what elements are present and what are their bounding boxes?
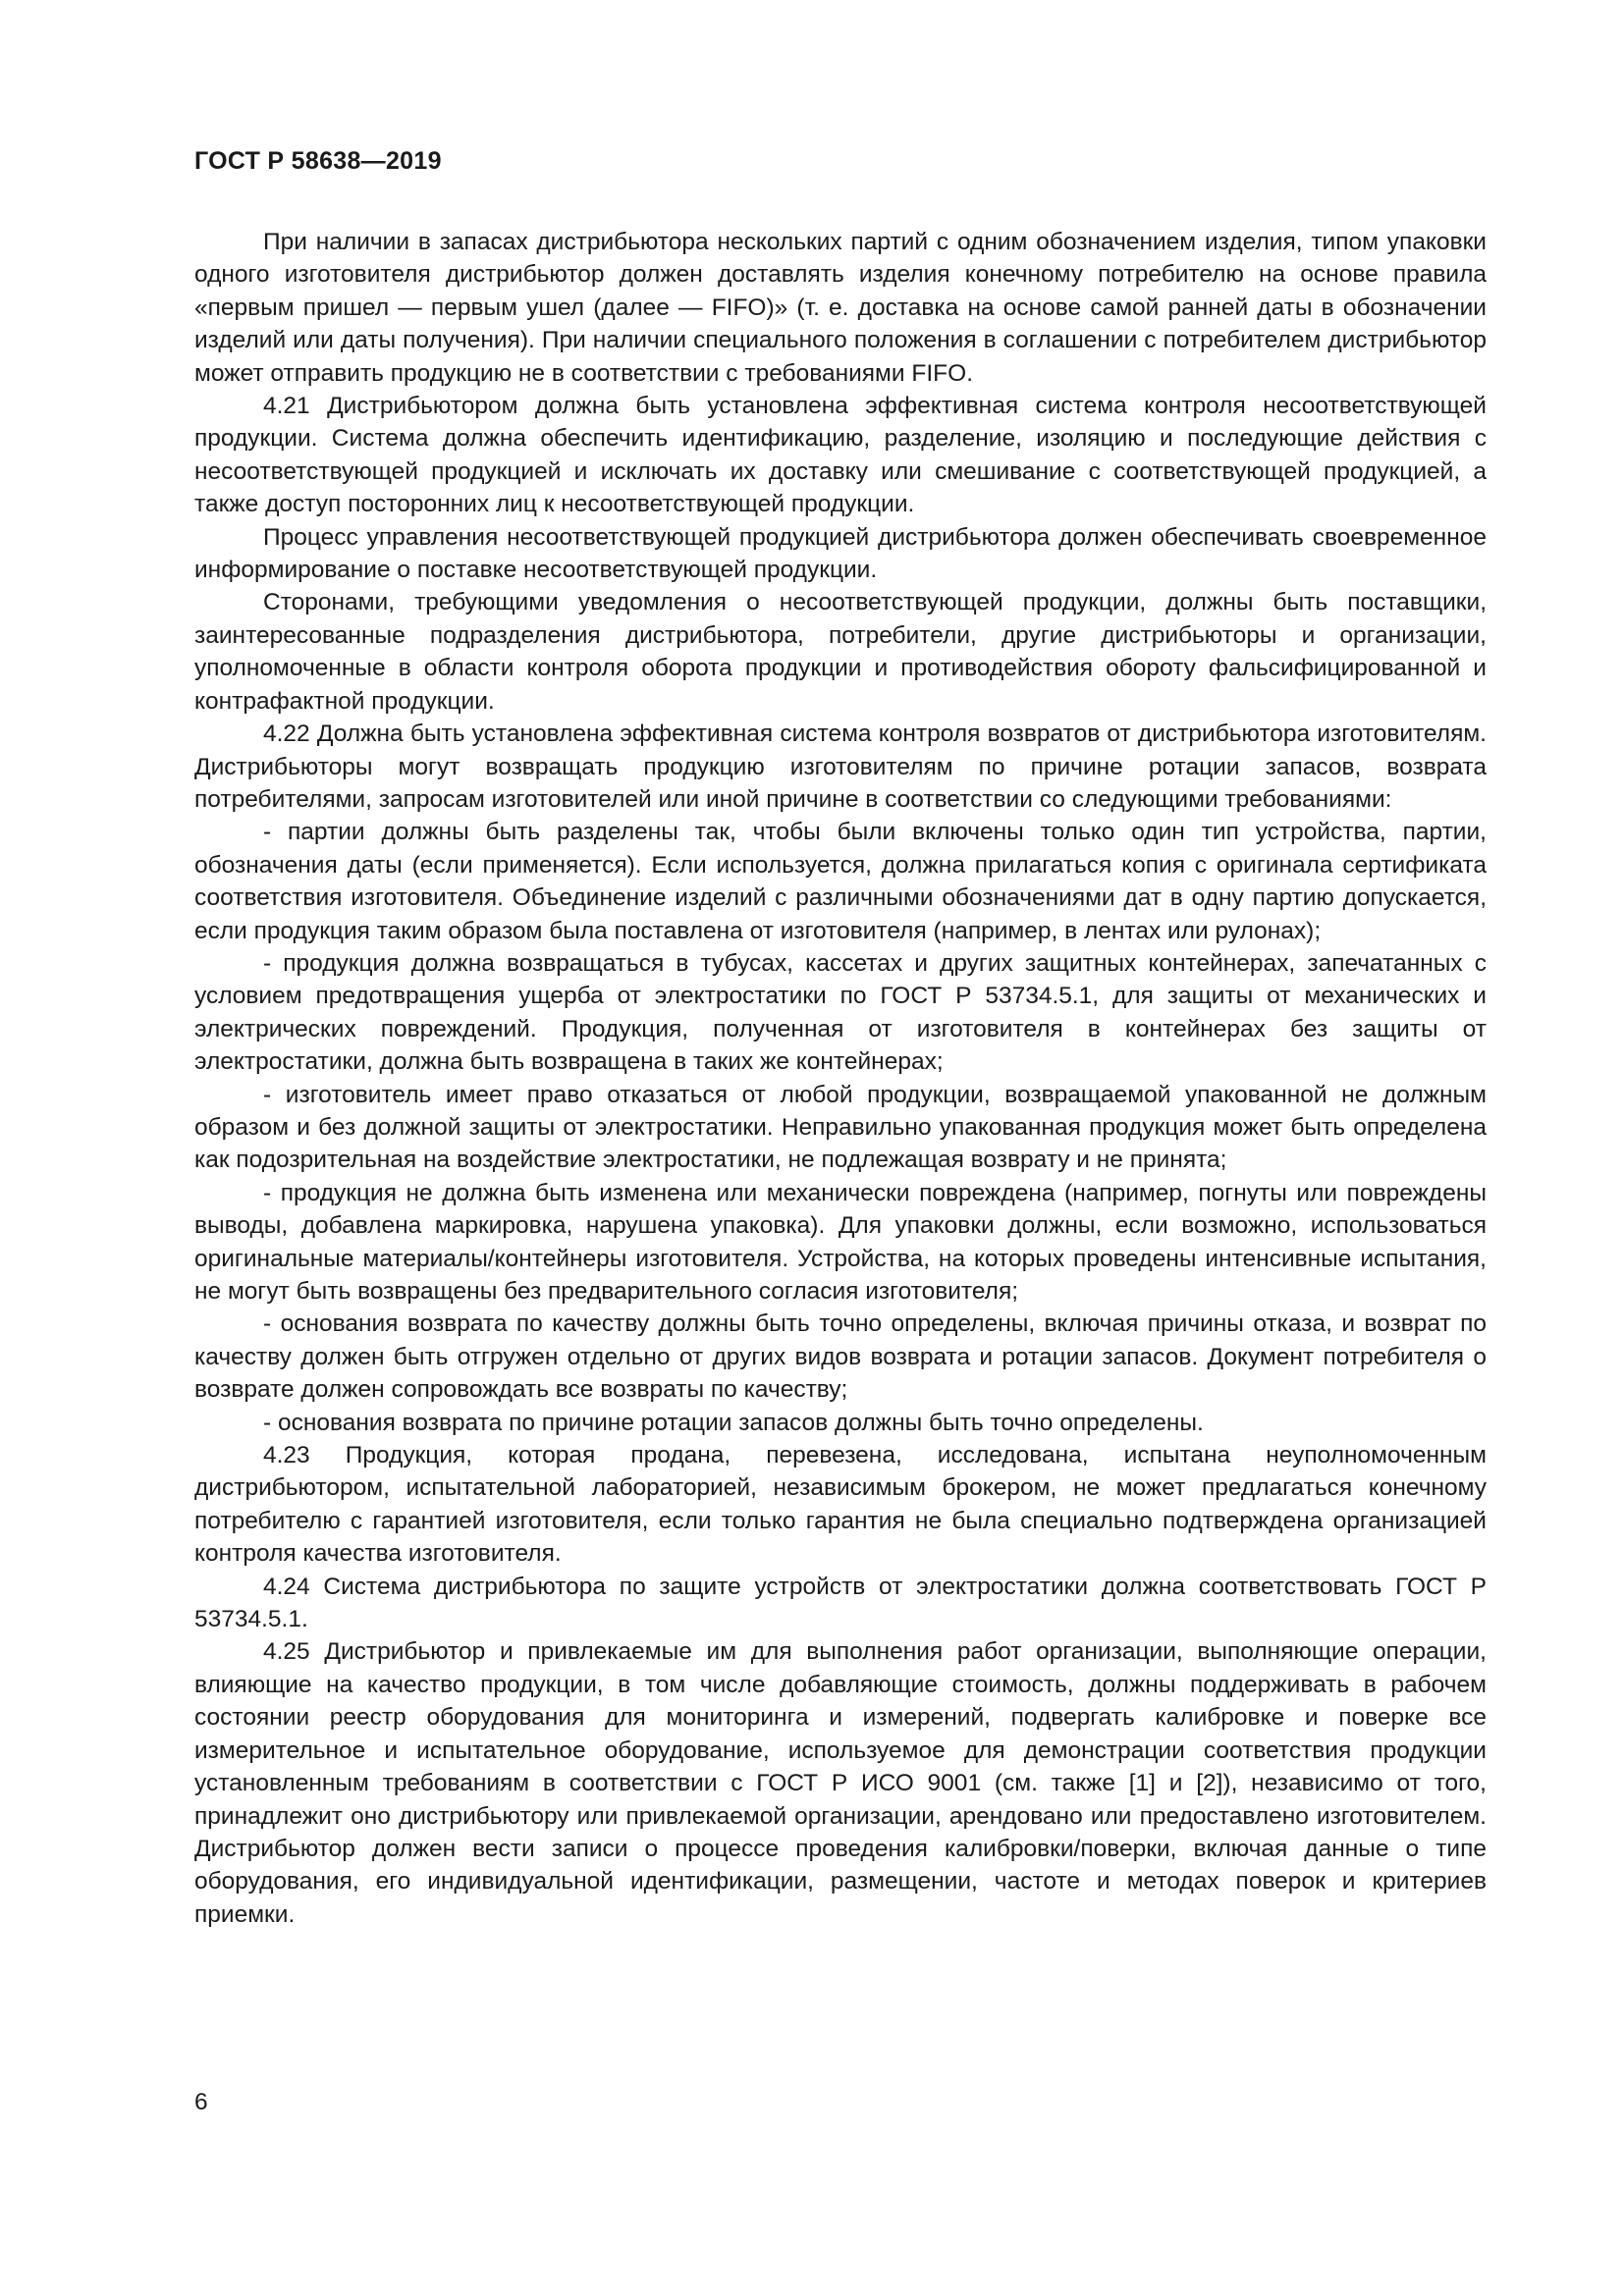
list-item: - продукция не должна быть изменена или механически повреждена (например, погнуты или повреждены выводы, добавлена маркировка, нарушена упаковка). Для упаковки должны, если возможно, использоваться оригинальные материалы/контейнеры изготовителя. Устройства, на которых проведены интенсивные испытания, не могут быть возвращены без предварительного согласия изготовителя; — [194, 1179, 1487, 1305]
paragraph: 4.24 Система дистрибьютора по защите устройств от электростатики должна соответствовать ГОСТ Р 53734.5.1. — [194, 1573, 1487, 1633]
paragraph: 4.21 Дистрибьютором должна быть установлена эффективная система контроля несоответствующей продукции. Система должна обеспечить идентификацию, разделение, изоляцию и последующие действия с несоответствующей продукцией и исключать их доставку или смешивание с соответствующей продукцией, а также доступ посторонних лиц к несоответствующей продукции. — [194, 393, 1487, 518]
document-body — [194, 226, 1487, 1931]
paragraph: Процесс управления несоответствующей продукцией дистрибьютора должен обеспечивать своевременное информирование о поставке несоответствующей продукции. — [194, 523, 1487, 584]
paragraph: При наличии в запасах дистрибьютора нескольких партий с одним обозначением изделия, типом упаковки одного изготовителя дистрибьютор должен доставлять изделия конечному потребителю на основе правила «первым пришел — первым ушел (далее — FIFO)» (т. е. доставка на основе самой ранней даты в обозначении изделий или даты получения). При наличии специального положения в соглашении с потребителем дистрибьютор может отправить продукцию не в соответствии с требованиями FIFO. — [194, 229, 1487, 387]
list-item: - изготовитель имеет право отказаться от любой продукции, возвращаемой упакованной не должным образом и без должной защиты от электростатики. Неправильно упакованная продукция может быть определена как подозрительная на воздействие электростатики, не подлежащая возврату и не принята; — [194, 1081, 1487, 1174]
document-header: ГОСТ Р 58638—2019 — [194, 147, 442, 175]
paragraph: 4.25 Дистрибьютор и привлекаемые им для выполнения работ организации, выполняющие операции, влияющие на качество продукции, в том числе добавляющие стоимость, должны поддерживать в рабочем состоянии реестр оборудования для мониторинга и измерений, подвергать калибровке и поверке все измерительное и испытательное оборудование, используемое для демонстрации соответствия продукции установленным требованиям в соответствии с ГОСТ Р ИСО 9001 (см. также [1] и [2]), независимо от того, принадлежит оно дистрибьютору или привлекаемой организации, арендовано или предоставлено изготовителем. Дистрибьютор должен вести записи о процессе проведения калибровки/поверки, включая данные о типе оборудования, его индивидуальной идентификации, размещении, частоте и методах поверок и критериев приемки. — [194, 1638, 1487, 1928]
paragraph: 4.23 Продукция, которая продана, перевезена, исследована, испытана неуполномоченным дистрибьютором, испытательной лабораторией, независимым брокером, не может предлагаться конечному потребителю с гарантией изготовителя, если только гарантия не была специально подтверждена организацией контроля качества изготовителя. — [194, 1442, 1487, 1568]
list-item: - основания возврата по причине ротации запасов должны быть точно определены. — [263, 1409, 1204, 1436]
list-item: - партии должны быть разделены так, чтобы были включены только один тип устройства, партии, обозначения даты (если применяется). Если используется, должна прилагаться копия с оригинала сертификата соответствия изготовителя. Объединение изделий с различными обозначениями дат в одну партию допускается, если продукция таким образом была поставлена от изготовителя (например, в лентах или рулонах); — [194, 819, 1487, 944]
list-item: - продукция должна возвращаться в тубусах, кассетах и других защитных контейнерах, запечатанных с условием предотвращения ущерба от электростатики по ГОСТ Р 53734.5.1, для защиты от механических и электрических повреждений. Продукция, полученная от изготовителя в контейнерах без защиты от электростатики, должна быть возвращена в таких же контейнерах; — [194, 949, 1487, 1076]
paragraph: Сторонами, требующими уведомления о несоответствующей продукции, должны быть поставщики, заинтересованные подразделения дистрибьютора, потребители, другие дистрибьюторы и организации, уполномоченные в области контроля оборота продукции и противодействия обороту фальсифицированной и контрафактной продукции. — [194, 589, 1487, 715]
list-item: - основания возврата по качеству должны быть точно определены, включая причины отказа, и возврат по качеству должен быть отгружен отдельно от других видов возврата и ротации запасов. Документ потребителя о возврате должен сопровождать все возвраты по качеству; — [194, 1310, 1487, 1404]
paragraph: 4.22 Должна быть установлена эффективная система контроля возвратов от дистрибьютора изготовителям. Дистрибьюторы могут возвращать продукцию изготовителям по причине ротации запасов, возврата потребителями, запросам изготовителей или иной причине в соответствии со следующими требованиями: — [194, 721, 1487, 813]
page-number: 6 — [194, 2089, 208, 2115]
